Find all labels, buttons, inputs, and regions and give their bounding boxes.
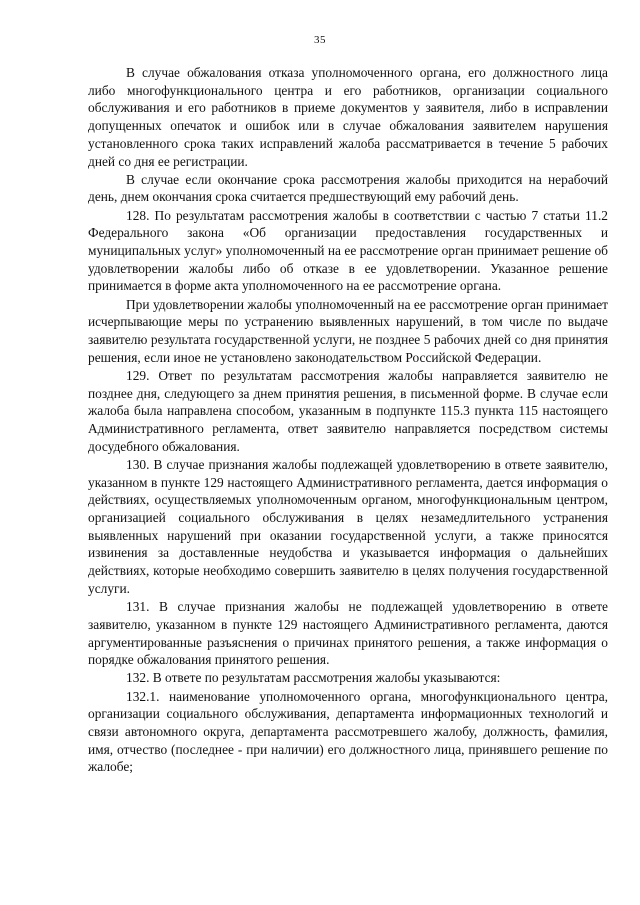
paragraph-131: 131. В случае признания жалобы не подлежащей удовлетворению в ответе заявителю, указанном в пункте 129 настоящего Административного регламента, даются аргументированные разъяснения о причинах принятого решения, а также информация о порядке обжалования принятого решения. <box>88 599 608 668</box>
paragraph-nonworking-day: В случае если окончание срока рассмотрения жалобы приходится на нерабочий день, днем окончания срока считается предшествующий ему рабочий день. <box>88 171 608 205</box>
paragraph-appeal-refusal: В случае обжалования отказа уполномоченного органа, его должностного лица либо многофункционального центра и его работников, организации социального обслуживания и его работников в приеме документов у заявителя, либо в исправлении допущенных опечаток и ошибок или в случае обжалования заявителем нарушения установленного срока таких исправлений жалоба рассматривается в течение 5 рабочих дней со дня ее регистрации. <box>88 65 608 169</box>
paragraph-132-1: 132.1. наименование уполномоченного органа, многофункционального центра, организации социального обслуживания, департамента информационных технологий и связи автономного округа, департамента рассмотревшего жалобу, должность, фамилия, имя, отчество (последнее - при наличии) его должностного лица, принявшего решение по жалобе; <box>88 688 608 775</box>
paragraph-130: 130. В случае признания жалобы подлежащей удовлетворению в ответе заявителю, указанном в пункте 129 настоящего Административного регламента, дается информация о действиях, осуществляемых уполномоченным органом, многофункциональным центром, организацией социального обслуживания в целях незамедлительного устранения выявленных нарушений при оказании государственной услуги, а также приносятся извинения за доставленные неудобства и указывается информация о дальнейших действиях, которые необходимо совершить заявителю в целях получения государственной услуги. <box>88 456 608 596</box>
document-body <box>88 64 608 776</box>
paragraph-satisfaction-measures: При удовлетворении жалобы уполномоченный на ее рассмотрение орган принимает исчерпывающие меры по устранению выявленных нарушений, в том числе по выдаче заявителю результата государственной услуги, не позднее 5 рабочих дней со дня принятия решения, если иное не установлено законодательством Российской Федерации. <box>88 296 608 365</box>
page-number: 35 <box>314 34 326 46</box>
paragraph-128: 128. По результатам рассмотрения жалобы в соответствии с частью 7 статьи 11.2 Федерального закона «Об организации предоставления государственных и муниципальных услуг» уполномоченный на ее рассмотрение орган принимает решение об удовлетворении жалобы либо об отказе в ее удовлетворении. Указанное решение принимается в форме акта уполномоченного на ее рассмотрение органа. <box>88 207 608 294</box>
paragraph-132: 132. В ответе по результатам рассмотрения жалобы указываются: <box>126 670 501 686</box>
paragraph-129: 129. Ответ по результатам рассмотрения жалобы направляется заявителю не позднее дня, следующего за днем принятия решения, в письменной форме. В случае если жалоба была направлена способом, указанным в подпункте 115.3 пункта 115 настоящего Административного регламента, ответ заявителю направляется посредством системы досудебного обжалования. <box>88 367 608 454</box>
